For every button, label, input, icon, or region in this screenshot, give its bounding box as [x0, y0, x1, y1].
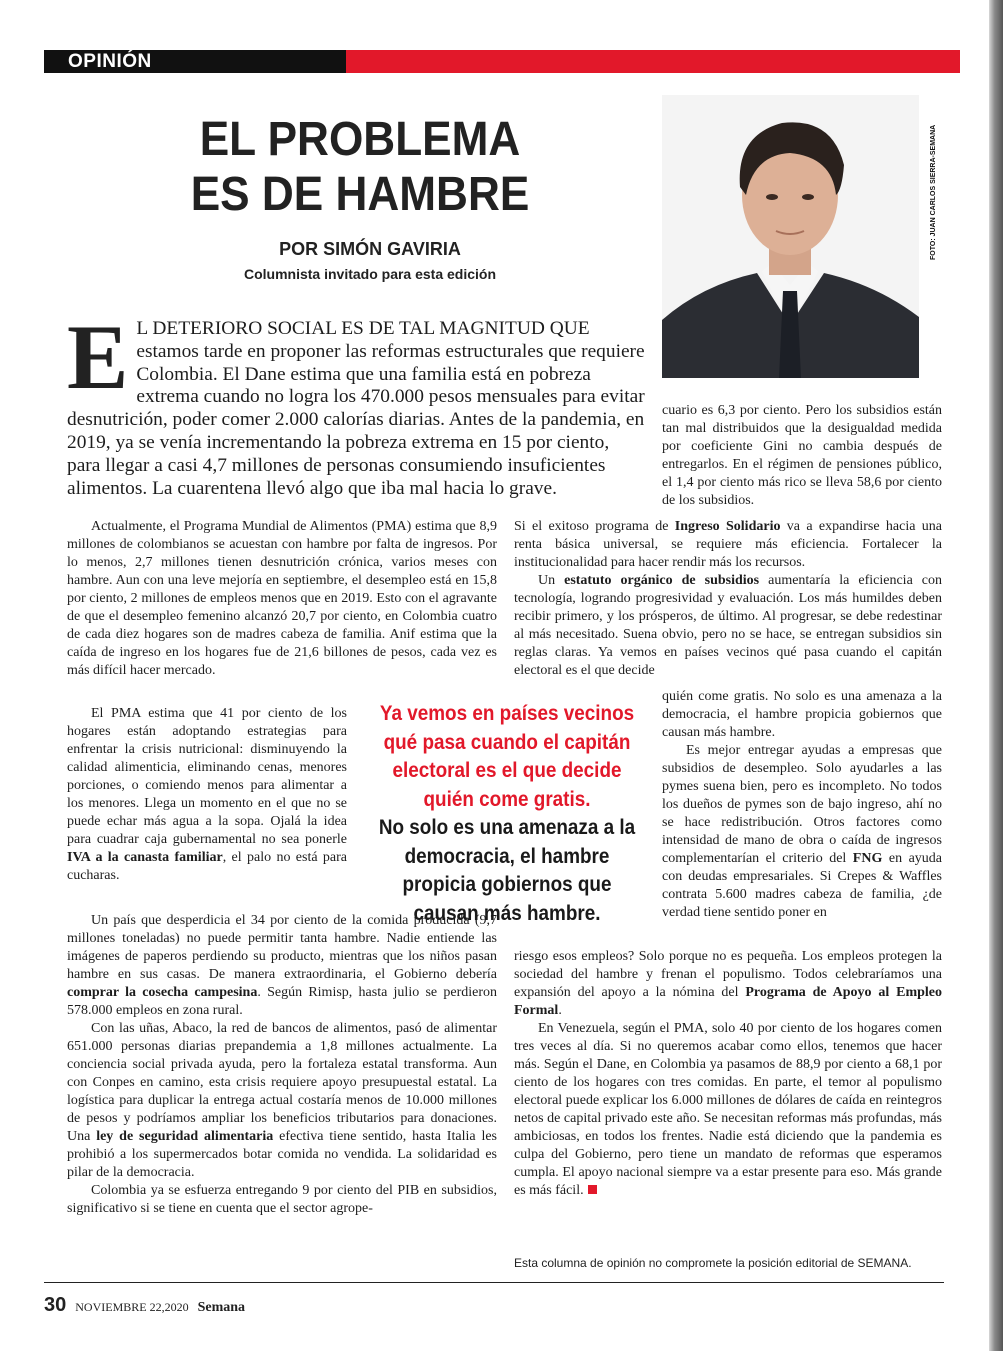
section-bar	[44, 50, 960, 73]
text-run: Es mejor entregar ayudas a empresas que subsidios de desempleo. Solo ayudarles a las pymes suena bien, pero es incompleto. No todos los dueños de pymes son de bajo ingreso, ahí no se hace redistribución. Otros factores como intensidad de mano de obra o caída de ingresos complementarían el criterio del	[662, 743, 942, 866]
text-run: , el palo no está para cucharas.	[67, 850, 348, 883]
pull-quote-black: No solo es una amenaza a la democracia, el hambre propicia gobiernos que causan más hambre.	[378, 816, 636, 925]
pull-quote-red: Ya vemos en países vecinos qué pasa cuando el capitán electoral es el que decide quién come gratis.	[379, 702, 635, 811]
headline-line-1: EL PROBLEMA	[199, 113, 521, 166]
author-portrait-illustration	[662, 95, 919, 378]
text-run: aumentaría la eficiencia con tecnología, logrando progresividad y evaluación. Los más humildes deben recibir primero, y los prósperos, de último. Al progresar, se debe redestinar al más necesitado. Suena obvio, pero no se hace, se entregan subsidios sin reglas claras. Ya vemos en países vecinos qué pasa cuando el capitán electoral es el que decide	[514, 573, 942, 678]
paragraph	[67, 1020, 497, 1182]
drop-cap: E	[67, 306, 129, 408]
paragraph	[67, 705, 347, 885]
text-run: El PMA estima que 41 por ciento de los hogares están adoptando estrategias para enfrentar la crisis nutricional: disminuyendo la calidad alimenticia, eliminando cenas, menores porciones, o comiendo menos para alimentar a los menores. Llega un momento en el que no se puede echar más agua a la sopa. Ojalá la idea para cuadrar caja gubernamental no sea ponerle	[67, 706, 347, 847]
column-1-top	[67, 518, 497, 680]
byline-role: Columnista invitado para esta edición	[243, 266, 497, 282]
text-run: en ayuda con deudas empresariales. Si Crepes & Waffles contrata 5.600 madres cabeza de familia, ¿de verdad tiene sentido poner en	[662, 851, 942, 920]
paragraph	[514, 572, 942, 680]
lead-text: L DETERIORO SOCIAL ES DE TAL MAGNITUD QUE estamos tarde en proponer las reformas estructurales que requiere Colombia. El Dane estima que una familia está en pobreza extrema cuando no logra los 470.000 pesos mensuales para evitar desnutrición, poder comer 2.000 calorías diarias. Antes de la pandemia, en 2019, ya se venía incrementando la pobreza extrema en 15 por ciento, para llegar a casi 4,7 millones de personas consumiendo insuficientes alimentos. La cuarentena llevó algo que iba mal hacia lo grave.	[67, 318, 645, 499]
lead-paragraph	[67, 306, 645, 500]
bold-text: Ingreso Solidario	[674, 519, 781, 534]
section-label: OPINIÓN	[68, 51, 152, 72]
bold-text: estatuto orgánico de subsidios	[564, 573, 760, 588]
text-run: . Según Rimisp, hasta julio se perdieron 578.000 empleos en zona rural.	[67, 985, 497, 1018]
text-run: Si el exitoso programa de	[514, 519, 675, 534]
end-mark-icon	[588, 1185, 597, 1194]
magazine-name: Semana	[197, 1300, 246, 1315]
column-1-bottom	[67, 912, 497, 1218]
bold-text: comprar la cosecha campesina	[67, 985, 258, 1000]
text-run: En Venezuela, según el PMA, solo 40 por ciento de los hogares comen tres veces al día. Si no queremos acabar como ellos, tenemos que hacer más. Según el Dane, en Colombia ya pasamos de 88,9 por ciento a 68,1 por ciento de los hogares con tres comidas. En parte, el temor al populismo electoral puede explicar los 6.000 millones de dólares de caída en reintegros netos de capital privado este año. Se necesitan reformas más profundas, más ambiciosas, en todos los frentes. Nadie está diciendo que la pandemia es culpa del Gobierno, pero tiene un mandato de reformas que esperamos cumpla. El apoyo nacional siempre va a estar presente para eso. Más grande es más fácil.	[514, 1021, 942, 1198]
paragraph	[514, 948, 942, 1020]
bold-text: ley de seguridad alimentaria	[96, 1129, 274, 1144]
column-1-narrow	[67, 705, 347, 885]
text-run: Un país que desperdicia el 34 por ciento de la comida producida (9,7 millones toneladas) no puede permitir tanta hambre. Nadie entiende las imágenes de paperos perdiendo su producto, mientras que los niños pasan hambre en sus casas. De manera extraordinaria, el Gobierno debería	[67, 913, 497, 982]
paragraph	[514, 518, 942, 572]
column-2-bottom	[514, 948, 942, 1200]
text-run: .	[558, 1003, 562, 1018]
paragraph: quién come gratis. No solo es una amenaza a la democracia, el hambre propicia gobiernos que causan más hambre.	[662, 689, 942, 740]
photo-credit: FOTO: JUAN CARLOS SIERRA-SEMANA	[930, 124, 937, 260]
page-number: 30	[44, 1294, 67, 1316]
headline	[139, 112, 581, 222]
text-run: va a expandirse hacia una renta básica universal, se requiere más eficiencia. Fortalecer la institucionalidad para hacer rendir más los recursos.	[514, 519, 942, 570]
lead-continuation-text: cuario es 6,3 por ciento. Pero los subsidios están tan mal distribuidos que la desigualdad medida por coeficiente Gini no cambia después de entregarlos. En el régimen de pensiones público, el 1,4 por ciento más rico se lleva 58,6 por ciento de los subsidios.	[662, 403, 942, 508]
text-run: riesgo esos empleos? Solo porque no es pequeña. Los empleos protegen la sociedad del hambre y frenan el populismo. Todos celebraríamos una expansión del apoyo a la nómina del	[514, 949, 942, 1000]
bold-text: IVA a la canasta familiar	[67, 850, 223, 865]
headline-line-2: ES DE HAMBRE	[190, 168, 530, 221]
pull-quote	[377, 700, 638, 928]
page-gutter-shadow	[989, 0, 1003, 1351]
paragraph: Actualmente, el Programa Mundial de Alimentos (PMA) estima que 8,9 millones de colombianos se acuestan con hambre por falta de ingresos. Por lo menos, 2,7 millones tienen desnutrición crónica, varios meses con hambre. Aun con una leve mejoría en septiembre, el desempleo está en 15,8 por ciento, 2 millones de empleos menos que en 2019. Esto con el agravante de que el desempleo femenino alcanzó 20,7 por ciento, en Colombia cuatro de cada diez hogares son de madres cabeza de familia. Anif estima que la caída de ingreso en los hogares fue de 21,6 billones de pesos, cada vez es más difícil hacer mercado.	[67, 519, 497, 678]
text-run: efectiva tiene sentido, hasta Italia les prohibió a los supermercados botar comida no vendida. La solidaridad es pilar de la democracia.	[67, 1129, 497, 1180]
footer-rule	[44, 1282, 944, 1283]
bold-text: Programa de Apoyo al Empleo Formal	[514, 985, 942, 1018]
page-footer	[44, 1294, 245, 1317]
author-photo	[662, 95, 919, 378]
paragraph	[67, 912, 497, 1020]
lead-continuation	[662, 402, 942, 510]
issue-date: NOVIEMBRE 22,2020	[75, 1300, 189, 1314]
paragraph: Colombia ya se esfuerza entregando 9 por ciento del PIB en subsidios, significativo si se tiene en cuenta que el sector agrope-	[67, 1183, 497, 1216]
column-2-top	[514, 518, 942, 680]
section-bar-red	[346, 50, 960, 73]
bold-text: FNG	[852, 851, 883, 866]
disclaimer: Esta columna de opinión no compromete la posición editorial de SEMANA.	[514, 1256, 912, 1270]
column-2-narrow	[662, 688, 942, 922]
paragraph	[514, 1020, 942, 1200]
text-run: Un	[538, 573, 565, 588]
byline: POR SIMÓN GAVIRIA	[279, 239, 461, 259]
paragraph	[662, 742, 942, 922]
text-run: Con las uñas, Abaco, la red de bancos de alimentos, pasó de alimentar 651.000 personas diarias prepandemia a 1,8 millones actualmente. La conciencia social privada ayuda, pero la fortaleza estatal transforma. Aun con Conpes en camino, esta crisis requiere apoyo presupuestal estatal. La logística para duplicar la entrega actual costaría menos de 10.000 millones de pesos y podríamos ampliar los beneficios tributarios para donaciones. Una	[67, 1021, 497, 1144]
